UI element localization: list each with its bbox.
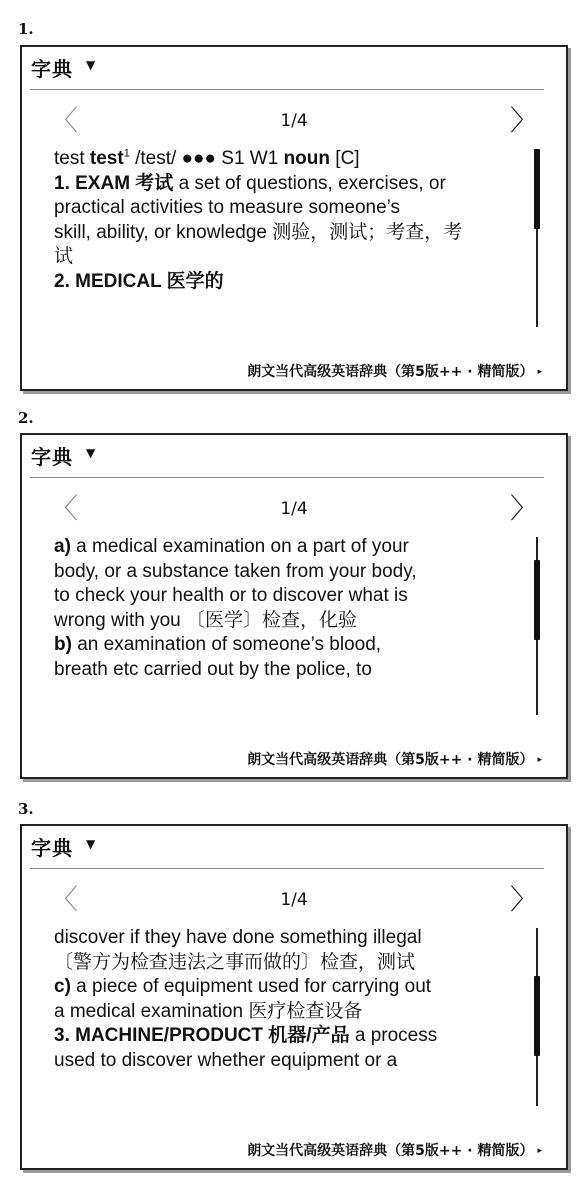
panel-header[interactable] [22,826,566,868]
dropdown-caret-icon[interactable]: ▼ [86,837,96,851]
dictionary-panel [20,824,568,1170]
page-indicator: 1/4 [280,890,308,910]
definition-line [54,196,524,221]
definition-line [54,633,524,658]
dictionary-source-label: 朗文当代高级英语辞典（第5版++ · 精简版） [247,752,534,768]
definition-text-run: used to discover whether equipment or a [54,1049,398,1071]
header-divider [30,477,544,478]
definition-text-run: skill, ability, or knowledge 测验，测试；考查，考 [54,221,463,243]
homograph-number: 1 [123,147,130,160]
dropdown-caret-icon[interactable]: ▼ [86,58,96,72]
next-page-button[interactable]: 〉 [509,492,538,525]
definition-line [54,951,524,976]
definition-bold-text: a) [54,536,71,557]
dictionary-title[interactable]: 字典 [31,836,73,860]
definition-line [54,147,524,172]
scrollbar-thumb[interactable] [534,976,540,1056]
step-label: 2. [18,409,34,427]
next-page-button[interactable]: 〉 [509,104,538,137]
definition-line [54,270,524,295]
definition-text-run: a medical examination on a part of your [70,536,409,557]
page-navigation [22,491,566,531]
previous-page-button[interactable]: 〈 [50,883,79,916]
page-indicator: 1/4 [280,111,308,131]
header-divider [30,868,544,869]
scrollbar[interactable] [536,149,538,327]
panel-header[interactable] [22,435,566,477]
definition-text-run: breath etc carried out by the police, to [54,658,372,680]
dictionary-panel [20,433,568,779]
definition-text-run: wrong with you 〔医学〕检查，化验 [54,609,358,631]
definition-text [54,535,524,719]
step-label: 3. [18,800,34,818]
definition-text-run: a piece of equipment used for carrying out [70,976,432,997]
definition-line [54,1049,524,1074]
definition-text-run: 〔警方为检查违法之事而做的〕检查，测试 [54,951,416,973]
page-indicator: 1/4 [280,499,308,519]
dictionary-source-link[interactable] [247,749,542,769]
definition-bold-text: 3. MACHINE/PRODUCT 机器/产品 [54,1025,350,1046]
scrollbar-thumb[interactable] [534,149,540,229]
play-arrow-icon: ▸ [537,367,542,377]
definition-bold-text: 1. EXAM 考试 [54,172,174,194]
definition-text-run: a set of questions, exercises, or [173,172,446,194]
definition-bold-text: c) [54,976,71,997]
definition-line [54,658,524,683]
definition-text-run: /test/ ●●● S1 W1 [129,148,284,169]
dictionary-title[interactable]: 字典 [31,445,73,469]
definition-text-run: 试 [54,246,74,267]
definition-bold-text: noun [283,148,331,169]
definition-text-run: an examination of someone’s blood, [71,634,382,655]
definition-text-run: to check your health or to discover what is [54,585,408,606]
definition-line [54,221,524,246]
definition-text-run: body, or a substance taken from your body, [54,560,417,582]
definition-text-run: test [54,148,90,169]
dictionary-source-label: 朗文当代高级英语辞典（第5版++ · 精简版） [247,364,534,380]
definition-line [54,975,524,1000]
definition-bold-text: test [89,148,124,169]
definition-line [54,245,524,270]
play-arrow-icon: ▸ [537,1146,542,1156]
dictionary-panel [20,45,568,391]
panel-header[interactable] [22,47,566,89]
play-arrow-icon: ▸ [537,755,542,765]
step-label: 1. [18,20,34,38]
definition-line [54,172,524,197]
dictionary-source-link[interactable] [247,1140,542,1160]
definition-text [54,926,524,1110]
definition-line [54,926,524,951]
definition-text-run: [C] [330,148,360,169]
next-page-button[interactable]: 〉 [509,883,538,916]
previous-page-button[interactable]: 〈 [50,492,79,525]
scrollbar[interactable] [536,537,538,715]
previous-page-button[interactable]: 〈 [50,104,79,137]
definition-line [54,560,524,585]
dictionary-source-link[interactable] [247,361,542,381]
definition-line [54,535,524,560]
definition-text-run: a medical examination 医疗检查设备 [54,1000,363,1022]
header-divider [30,89,544,90]
definition-line [54,609,524,634]
dictionary-source-label: 朗文当代高级英语辞典（第5版++ · 精简版） [247,1143,534,1159]
definition-line [54,1024,524,1049]
definition-text-run: practical activities to measure someone’s [54,197,401,218]
scrollbar-thumb[interactable] [534,560,540,640]
definition-bold-text: b) [54,634,72,655]
definition-line [54,1000,524,1025]
definition-text [54,147,524,331]
page-navigation [22,103,566,143]
definition-text-run: a process [349,1025,438,1046]
scrollbar[interactable] [536,928,538,1106]
definition-bold-text: 2. MEDICAL 医学的 [54,270,224,292]
dictionary-title[interactable]: 字典 [31,57,73,81]
page-navigation [22,882,566,922]
definition-text-run: discover if they have done something illegal [54,927,422,948]
definition-line [54,584,524,609]
dropdown-caret-icon[interactable]: ▼ [86,446,96,460]
